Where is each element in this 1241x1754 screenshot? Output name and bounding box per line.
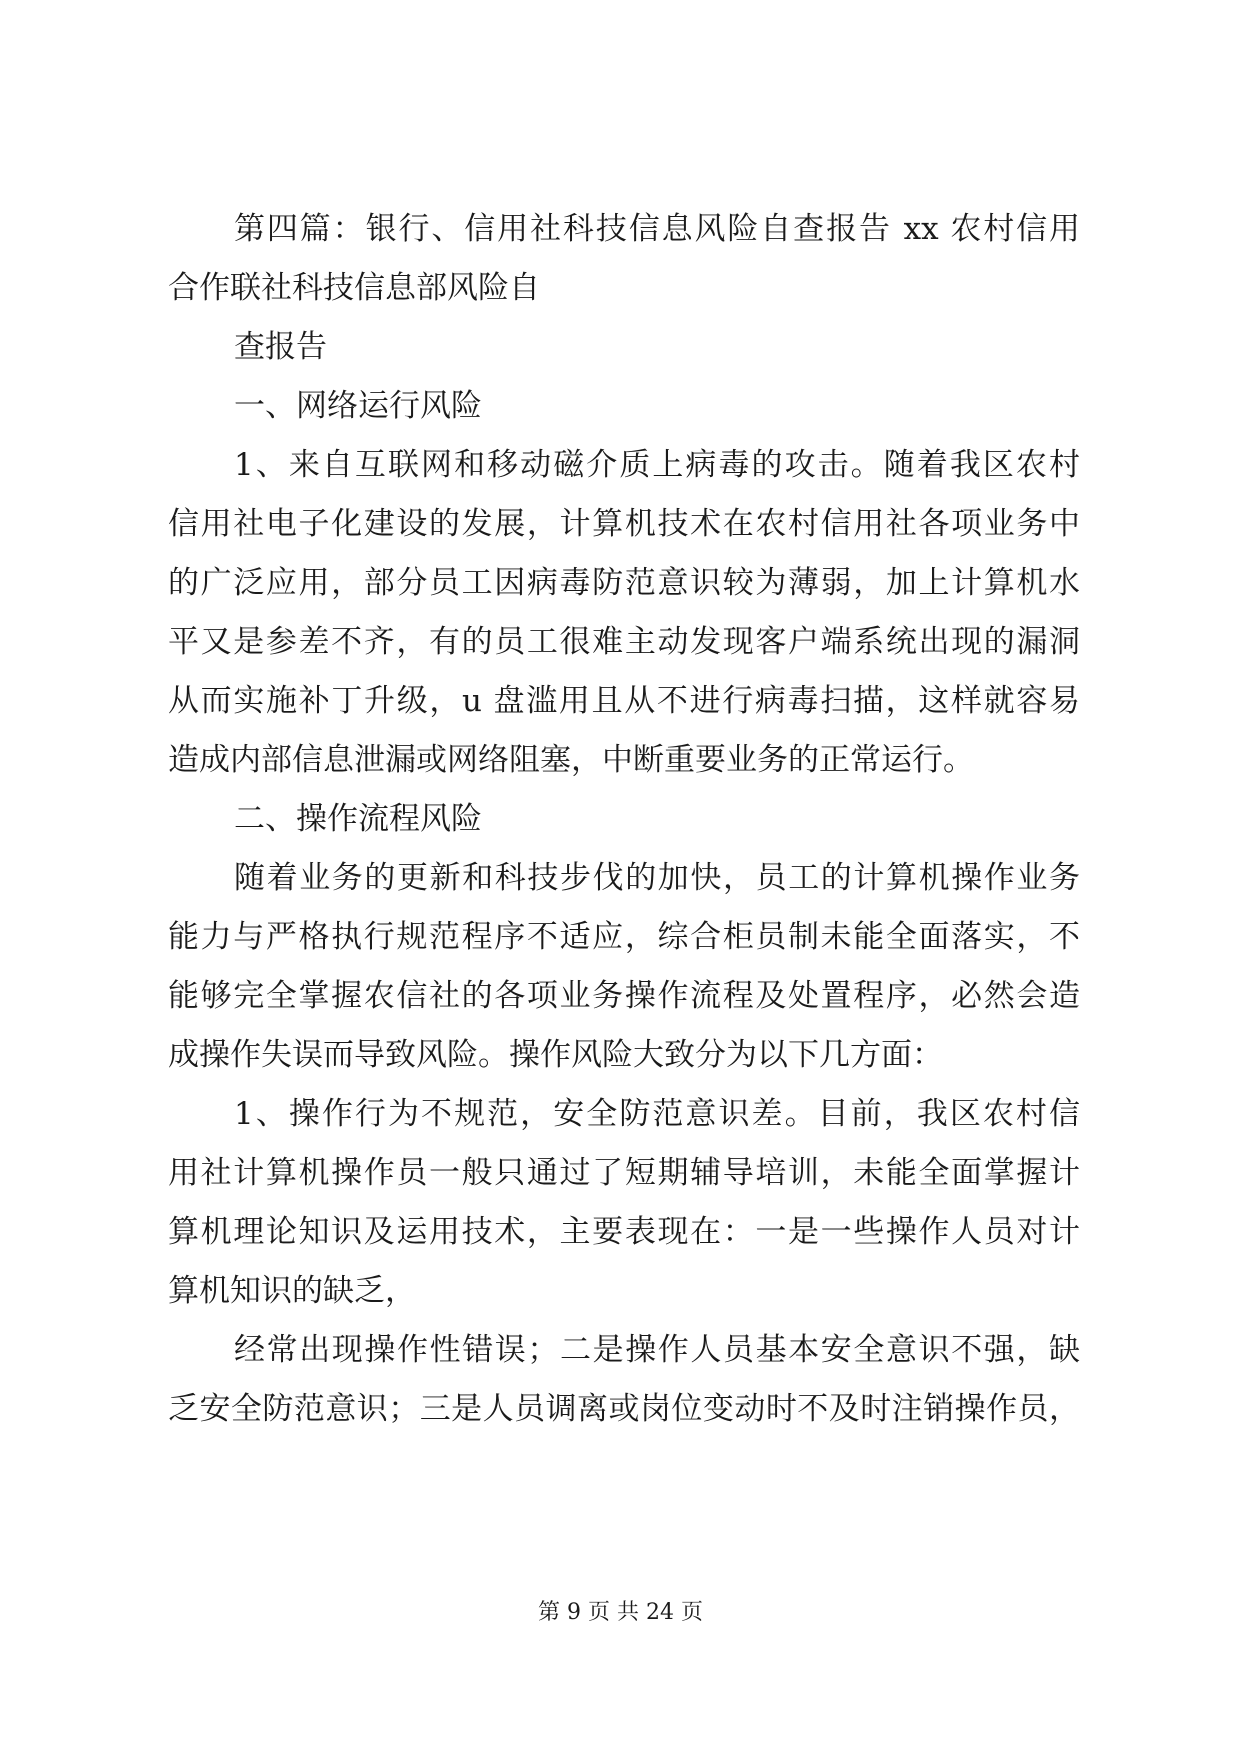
paragraph-line: 算机理论知识及运用技术，主要表现在：一是一些操作人员对计: [168, 1214, 1080, 1250]
paragraph-line: 能力与严格执行规范程序不适应，综合柜员制未能全面落实，不: [168, 919, 1080, 955]
paragraph-line: 从而实施补丁升级，u 盘滥用且从不进行病毒扫描，这样就容易: [168, 683, 1080, 719]
paragraph-line: 成操作失误而导致风险。操作风险大致分为以下几方面：: [168, 1037, 943, 1073]
paragraph-line: 查报告: [234, 329, 327, 365]
paragraph-line: 经常出现操作性错误；二是操作人员基本安全意识不强，缺: [234, 1332, 1080, 1368]
paragraph-line: 造成内部信息泄漏或网络阻塞，中断重要业务的正常运行。: [168, 742, 974, 778]
paragraph-line: 信用社电子化建设的发展，计算机技术在农村信用社各项业务中: [168, 506, 1080, 542]
paragraph-line: 随着业务的更新和科技步伐的加快，员工的计算机操作业务: [234, 860, 1080, 896]
paragraph-line: 合作联社科技信息部风险自: [168, 270, 540, 306]
paragraph-line: 的广泛应用，部分员工因病毒防范意识较为薄弱，加上计算机水: [168, 565, 1080, 601]
paragraph-line: 算机知识的缺乏，: [168, 1273, 416, 1309]
paragraph-line: 平又是参差不齐，有的员工很难主动发现客户端系统出现的漏洞: [168, 624, 1080, 660]
paragraph-line: 乏安全防范意识；三是人员调离或岗位变动时不及时注销操作员，: [168, 1391, 1080, 1427]
page-footer: 第 9 页 共 24 页: [538, 1600, 703, 1625]
document-body: [168, 200, 1080, 1439]
paragraph-heading-line: 第四篇：银行、信用社科技信息风险自查报告 xx 农村信用: [234, 211, 1080, 247]
paragraph-line: 1、来自互联网和移动磁介质上病毒的攻击。随着我区农村: [234, 447, 1080, 483]
paragraph-line: 用社计算机操作员一般只通过了短期辅导培训，未能全面掌握计: [168, 1155, 1080, 1191]
section-heading: 二、操作流程风险: [234, 801, 482, 837]
paragraph-line: 能够完全掌握农信社的各项业务操作流程及处置程序，必然会造: [168, 978, 1080, 1014]
section-heading: 一、网络运行风险: [234, 388, 482, 424]
paragraph-line: 1、操作行为不规范，安全防范意识差。目前，我区农村信: [234, 1096, 1080, 1132]
